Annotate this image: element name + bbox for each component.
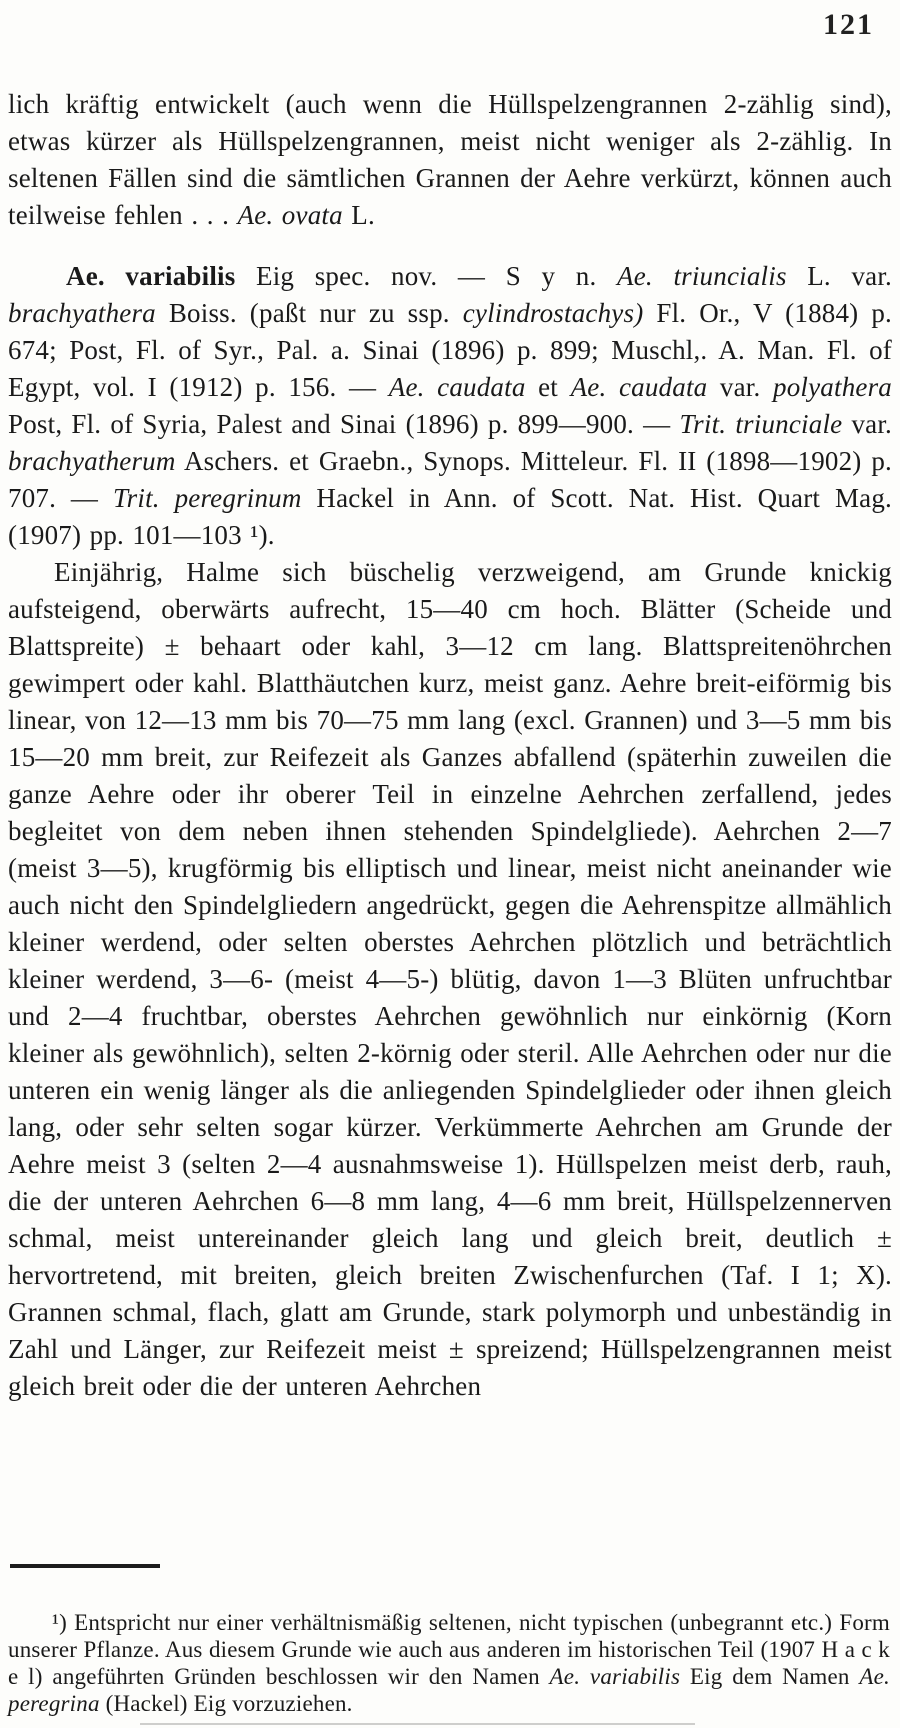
text-run: Trit. peregrinum: [112, 483, 302, 513]
text-run: Eig spec. nov. — S y n.: [235, 261, 618, 291]
text-run: Ae. variabilis: [549, 1664, 681, 1689]
text-run: polyathera: [773, 372, 892, 402]
text-run: lich kräftig entwickelt (auch wenn die Hüllspelzengrannen 2-zählig sind), etwas kürzer als Hüllspelzengrannen, meist nicht weniger als 2-zählig. In seltenen Fällen sind die sämtlichen Grannen der Aehre verkürzt, können auch teilweise fehlen . . .: [8, 89, 892, 230]
text-run: Ae. caudata: [388, 372, 526, 402]
text-run: Fl. Or., V (1884) p. 674; Post, Fl. of Syr., Pal. a. Sinai (1896) p. 899; Muschl,. A. Man. Fl. of Egypt, vol. I (1912) p. 156. —: [8, 298, 892, 402]
text-run: Ae. ovata: [237, 200, 343, 230]
text-run: cylindrostachys): [462, 298, 644, 328]
text-run: ¹) Entspricht nur einer verhältnismäßig seltenen, nicht typischen (unbegrannt etc.) Form unserer Pflanze. Aus diesem Grunde wie auch aus anderen im historischen Teil (1907 H a c k e l) angeführten Gründen beschlossen wir den Namen: [8, 1610, 890, 1689]
text-run: brachyathera: [8, 298, 156, 328]
text-run: var.: [842, 409, 892, 439]
text-run: brachyatherum: [8, 446, 176, 476]
text-run: L. var.: [786, 261, 893, 291]
text-run: Hackel in Ann. of Scott. Nat. Hist. Quart Mag. (1907) pp. 101—103 ¹).: [8, 483, 892, 550]
text-run: Ae. caudata: [570, 372, 708, 402]
text-run: var.: [707, 372, 774, 402]
text-run: Post, Fl. of Syria, Palest and Sinai (1896) p. 899—900. —: [8, 409, 680, 439]
text-run: Boiss. (paßt nur zu ssp.: [155, 298, 463, 328]
text-run: Einjährig, Halme sich büschelig verzweigend, am Grunde knickig aufsteigend, oberwärts aufrecht, 15—40 cm hoch. Blätter (Scheide und Blattspreite) ± behaart oder kahl, 3—12 cm lang. Blattspreitenöhrchen gewimpert oder kahl. Blatthäutchen kurz, meist ganz. Aehre breit-eiförmig bis linear, von 12—13 mm bis 70—75 mm lang (excl. Grannen) und 3—5 mm bis 15—20 mm breit, zur Reifezeit als Ganzes abfallend (späterhin zuweilen die ganze Aehre oder ihr oberer Teil in einzelne Aehrchen zerfallend, jedes begleitet von dem neben ihnen stehenden Spindelgliede). Aehrchen 2—7 (meist 3—5), krugförmig bis elliptisch und linear, meist nicht aneinander wie auch nicht den Spindelgliedern angedrückt, gegen die Aehrenspitze allmählich kleiner werdend, oder selten oberstes Aehrchen plötzlich und beträchtlich kleiner werdend, 3—6- (meist 4—5-) blütig, davon 1—3 Blüten unfruchtbar und 2—4 fruchtbar, oberstes Aehrchen gewöhnlich nur einkörnig (Korn kleiner als gewöhnlich), selten 2-körnig oder steril. Alle Aehrchen oder nur die unteren ein wenig länger als die anliegenden Spindelglieder oder ihnen gleich lang, oder sehr selten sogar kürzer. Verkümmerte Aehrchen am Grunde der Aehre meist 3 (selten 2—4 ausnahmsweise 1). Hüllspelzen meist derb, rauh, die der unteren Aehrchen 6—8 mm lang, 4—6 mm breit, Hüllspelzennerven schmal, meist untereinander gleich lang und gleich breit, deutlich ± hervortretend, mit breiten, gleich breiten Zwischenfurchen (Taf. I 1; X). Grannen schmal, flach, glatt am Grunde, stark polymorph und unbeständig in Zahl und Länger, zur Reifezeit meist ± spreizend; Hüllspelzengrannen meist gleich breit oder die der unteren Aehrchen: [8, 557, 892, 1401]
text-run: (Hackel) Eig vorzuziehen.: [99, 1691, 353, 1716]
text-run: L.: [342, 200, 375, 230]
scan-artifact-line: [140, 1723, 695, 1725]
text-run: Ae. triuncialis: [617, 261, 787, 291]
body-text: [8, 86, 892, 1405]
text-run: Trit. triunciale: [679, 409, 843, 439]
text-run: et: [525, 372, 571, 402]
text-run: Eig dem Namen: [680, 1664, 860, 1689]
text-run: Ae. peregrina: [8, 1664, 890, 1716]
text-run: Ae. variabilis: [66, 261, 236, 291]
page-number: 121: [823, 8, 874, 41]
paragraph-species-synonymy: [8, 258, 892, 554]
footnote: [8, 1609, 890, 1717]
paragraph-description: [8, 554, 892, 1405]
text-run: Aschers. et Graebn., Synops. Mitteleur. Fl. II (1898—1902) p. 707. —: [8, 446, 892, 513]
footnote-separator-rule: [10, 1564, 160, 1568]
paragraph-continuation: [8, 86, 892, 234]
